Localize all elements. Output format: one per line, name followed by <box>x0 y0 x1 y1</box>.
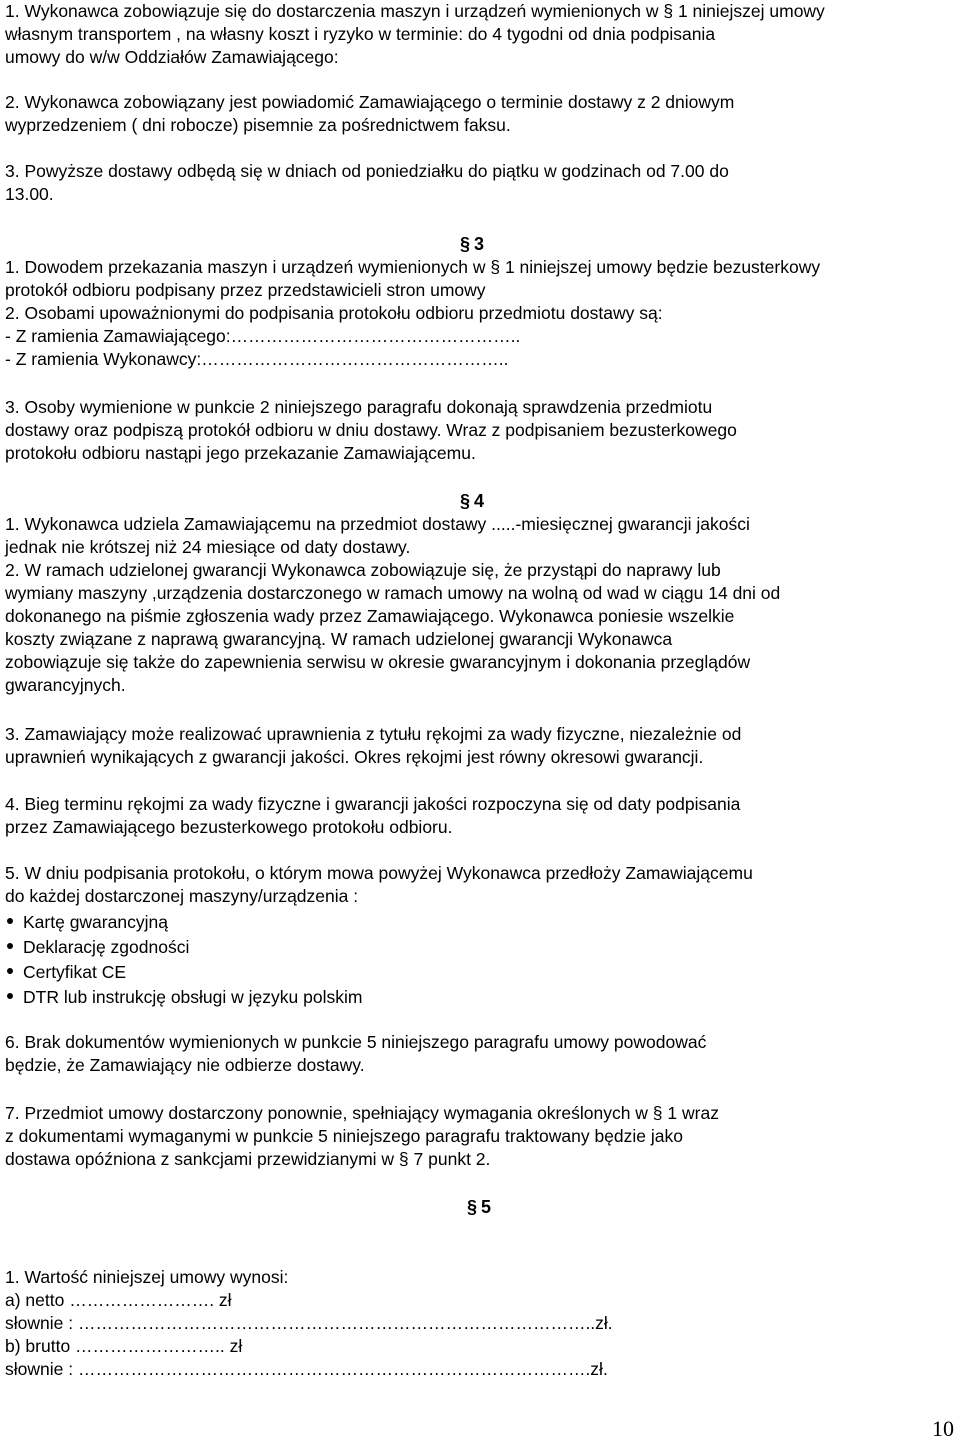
text-line: 1. Wykonawca zobowiązuje się do dostarczenia maszyn i urządzeń wymienionych w § 1 niniejszej umowy <box>5 1 825 21</box>
text-line: 6. Brak dokumentów wymienionych w punkcie 5 niniejszego paragrafu umowy powodować <box>5 1032 707 1052</box>
text-line: koszty związane z naprawą gwarancyjną. W ramach udzielonej gwarancji Wykonawca <box>5 629 673 649</box>
text-line: 1. Wykonawca udziela Zamawiającemu na przedmiot dostawy .....-miesięcznej gwarancji jakości <box>5 514 750 534</box>
section-number: 3 <box>474 234 485 254</box>
text-line: umowy do w/w Oddziałów Zamawiającego: <box>5 47 339 67</box>
bullet-icon <box>7 943 13 949</box>
text-line: - Z ramienia Zamawiającego:………………………………………….. <box>5 326 521 346</box>
text-line: dostawy oraz podpiszą protokół odbioru w dniu dostawy. Wraz z podpisaniem bezusterkowego <box>5 420 737 440</box>
list-item <box>5 961 126 984</box>
text-line: 1. Wartość niniejszej umowy wynosi: <box>5 1267 289 1287</box>
bullet-icon <box>7 918 13 924</box>
text-line: protokołu odbioru nastąpi jego przekazanie Zamawiającemu. <box>5 443 476 463</box>
text-line: 5. W dniu podpisania protokołu, o którym mowa powyżej Wykonawca przedłoży Zamawiającemu <box>5 863 753 883</box>
bullet-icon <box>7 993 13 999</box>
text-line: przez Zamawiającego bezusterkowego protokołu odbioru. <box>5 817 453 837</box>
text-line: 2. Osobami upoważnionymi do podpisania protokołu odbioru przedmiotu dostawy są: <box>5 303 663 323</box>
list-item <box>5 936 189 959</box>
text-line: 3. Osoby wymienione w punkcie 2 niniejszego paragrafu dokonają sprawdzenia przedmiotu <box>5 397 713 417</box>
section-heading <box>460 233 484 256</box>
list-item <box>5 986 362 1009</box>
text-line: gwarancyjnych. <box>5 675 126 695</box>
text-line: jednak nie krótszej niż 24 miesiące od daty dostawy. <box>5 537 411 557</box>
text-line: wyprzedzeniem ( dni robocze) pisemnie za pośrednictwem faksu. <box>5 115 511 135</box>
text-line: wymiany maszyny ,urządzenia dostarczonego w ramach umowy na wolną od wad w ciągu 14 dni od <box>5 583 781 603</box>
page-number: 10 <box>932 1416 954 1441</box>
text-line: uprawnień wynikających z gwarancji jakości. Okres rękojmi jest równy okresowi gwarancji. <box>5 747 704 767</box>
section-number: 5 <box>481 1197 492 1217</box>
text-line: do każdej dostarczonej maszyny/urządzenia : <box>5 886 359 906</box>
text-line: własnym transportem , na własny koszt i ryzyko w terminie: do 4 tygodni od dnia podpisania <box>5 24 716 44</box>
text-line: 3. Zamawiający może realizować uprawnienia z tytułu rękojmi za wady fizyczne, niezależnie od <box>5 724 742 744</box>
text-line: - Z ramienia Wykonawcy:…………………………………………….. <box>5 349 509 369</box>
text-line: będzie, że Zamawiający nie odbierze dostawy. <box>5 1055 365 1075</box>
text-line: b) brutto …………………….. zł <box>5 1336 243 1356</box>
section-symbol: § <box>460 234 471 254</box>
section-symbol: § <box>460 491 471 511</box>
list-item-label: Kartę gwarancyjną <box>23 912 168 932</box>
text-line: 13.00. <box>5 184 54 204</box>
text-line: a) netto ……………………. zł <box>5 1290 232 1310</box>
list-item-label: Certyfikat CE <box>23 962 127 982</box>
text-line: słownie : …………………………………………………………………………….zł. <box>5 1359 608 1379</box>
section-number: 4 <box>474 491 485 511</box>
section-heading <box>467 1196 491 1219</box>
text-line: 1. Dowodem przekazania maszyn i urządzeń wymienionych w § 1 niniejszej umowy będzie bezusterkowy <box>5 257 821 277</box>
text-line: 7. Przedmiot umowy dostarczony ponownie, spełniający wymagania określonych w § 1 wraz <box>5 1103 719 1123</box>
text-line: dokonanego na piśmie zgłoszenia wady przez Zamawiającego. Wykonawca poniesie wszelkie <box>5 606 735 626</box>
text-line: 4. Bieg terminu rękojmi za wady fizyczne i gwarancji jakości rozpoczyna się od daty podpisania <box>5 794 741 814</box>
text-line: dostawa opóźniona z sankcjami przewidzianymi w § 7 punkt 2. <box>5 1149 491 1169</box>
text-line: protokół odbioru podpisany przez przedstawicieli stron umowy <box>5 280 486 300</box>
text-line: 2. W ramach udzielonej gwarancji Wykonawca zobowiązuje się, że przystąpi do naprawy lub <box>5 560 721 580</box>
text-line: z dokumentami wymaganymi w punkcie 5 niniejszego paragrafu traktowany będzie jako <box>5 1126 683 1146</box>
section-heading <box>460 490 484 513</box>
text-line: 3. Powyższe dostawy odbędą się w dniach od poniedziałku do piątku w godzinach od 7.00 do <box>5 161 729 181</box>
text-line: 2. Wykonawca zobowiązany jest powiadomić Zamawiającego o terminie dostawy z 2 dniowym <box>5 92 735 112</box>
text-line: słownie : ……………………………………………………………………………..zł. <box>5 1313 613 1333</box>
list-item <box>5 911 168 934</box>
list-item-label: DTR lub instrukcję obsługi w języku polskim <box>23 987 363 1007</box>
section-symbol: § <box>467 1197 478 1217</box>
text-line: zobowiązuje się także do zapewnienia serwisu w okresie gwarancyjnym i dokonania przeglądów <box>5 652 751 672</box>
bullet-icon <box>7 968 13 974</box>
list-item-label: Deklarację zgodności <box>23 937 190 957</box>
